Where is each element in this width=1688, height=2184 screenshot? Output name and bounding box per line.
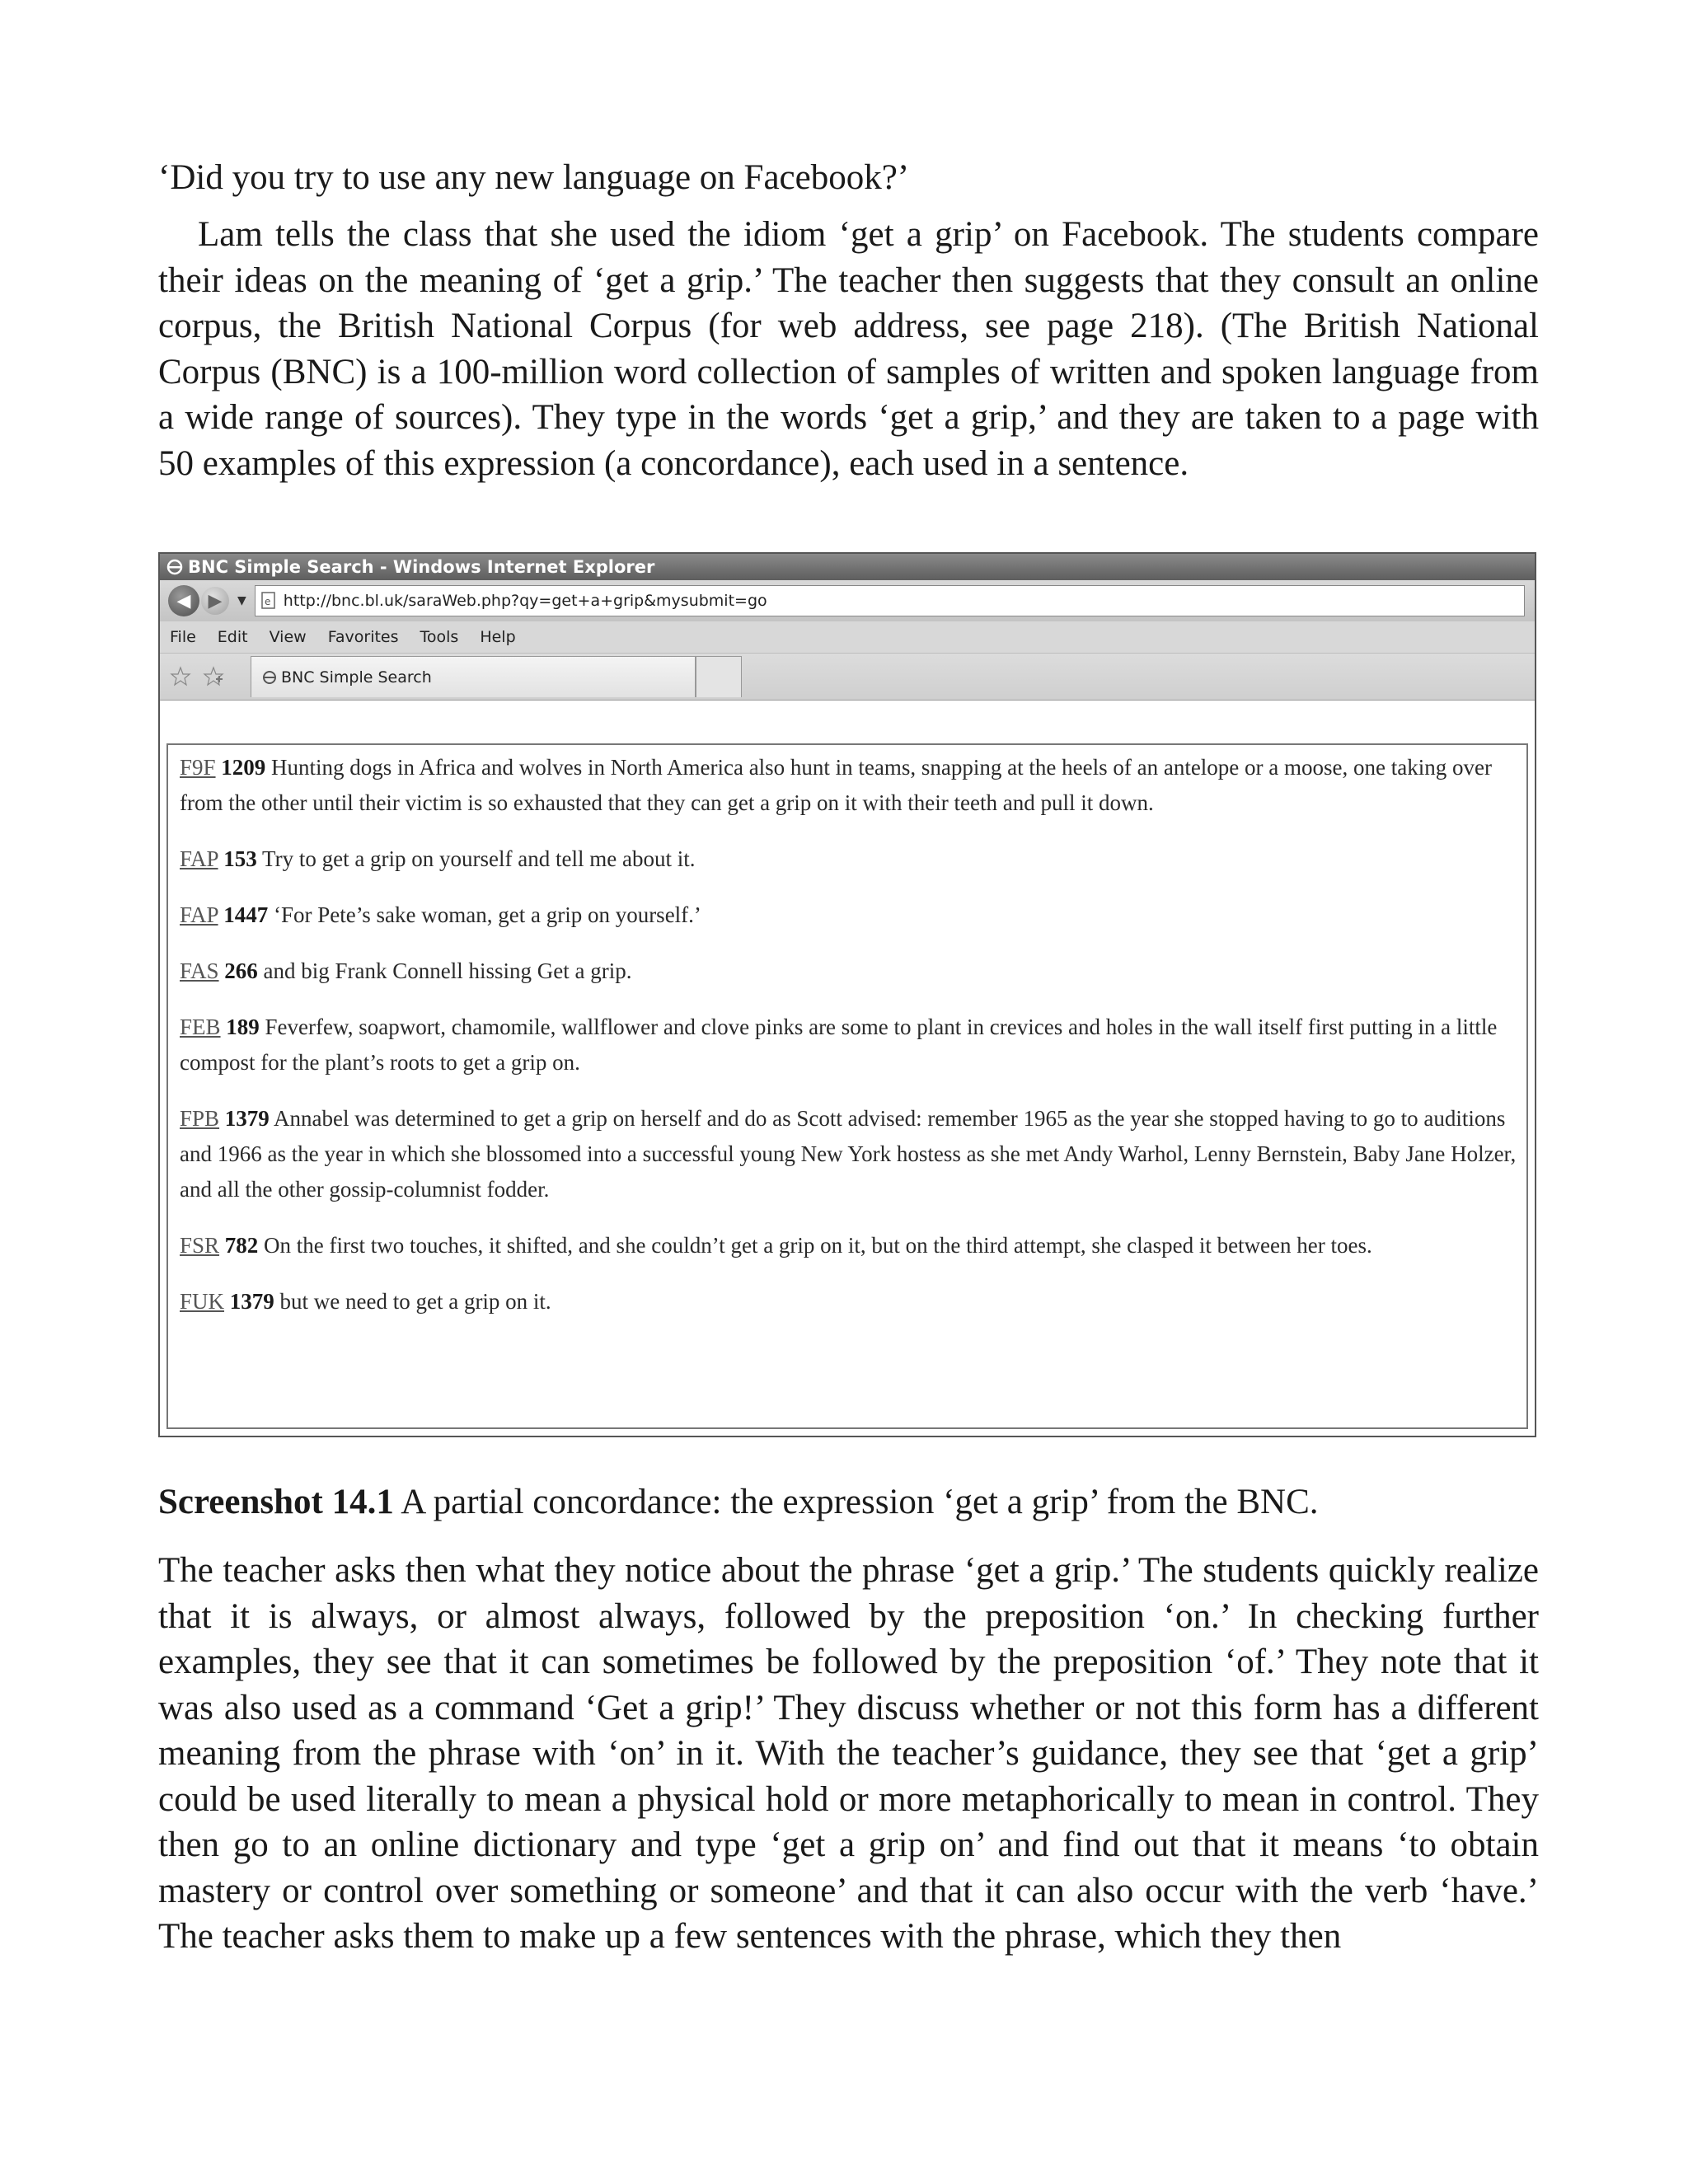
source-link[interactable]: FSR (180, 1233, 220, 1258)
source-link[interactable]: FAP (180, 902, 218, 927)
sentence-text: but we need to get a grip on it. (274, 1289, 551, 1314)
menu-view[interactable]: View (269, 628, 307, 646)
menu-favorites[interactable]: Favorites (327, 628, 399, 646)
back-button[interactable]: ◀ (168, 585, 199, 616)
list-item (180, 750, 1517, 821)
sentence-number: 782 (224, 1233, 259, 1258)
sentence-number: 189 (226, 1015, 260, 1039)
source-link[interactable]: FUK (180, 1289, 225, 1314)
sentence-text: Annabel was determined to get a grip on herself and do as Scott advised: remember 1965 as the year she stopped having to go to auditions and 1966 as the year in which she blossomed into a successful young New York hostess as she met Andy Warhol, Lenny Bernstein, Baby Jane Holzer, and all the other gossip-columnist fodder. (180, 1106, 1517, 1202)
url-text: http://bnc.bl.uk/saraWeb.php?qy=get+a+grip&mysubmit=go (283, 592, 767, 610)
menu-file[interactable]: File (170, 628, 196, 646)
page-icon (260, 592, 277, 610)
sentence-text: Hunting dogs in Africa and wolves in North America also hunt in teams, snapping at the heels of an antelope or a moose, one taking over from the other until their victim is so exhausted that they can get a grip on it with their teeth and pull it down. (180, 755, 1492, 815)
new-tab-button[interactable] (696, 656, 742, 697)
concordance-results (166, 743, 1528, 1429)
paragraph-intro: Lam tells the class that she used the idiom ‘get a grip’ on Facebook. The students compare their ideas on the meaning of ‘get a grip.’ The teacher then suggests that they consult an online corpus, the British National Corpus (for web address, see page 218). (The British National Corpus (BNC) is a 100-million word collection of samples of written and spoken language from a wide range of sources). They type in the words ‘get a grip,’ and they are taken to a page with 50 examples of this expression (a concordance), each used in a sentence. (158, 215, 1539, 483)
tab-label: BNC Simple Search (281, 668, 432, 687)
menu-help[interactable]: Help (480, 628, 516, 646)
window-title: BNC Simple Search - Windows Internet Explorer (188, 557, 655, 577)
list-item (180, 954, 1517, 989)
tab-ie-icon (261, 669, 278, 686)
window-titlebar (160, 554, 1535, 580)
svg-text:e: e (264, 596, 271, 607)
list-item (180, 898, 1517, 933)
sentence-number: 1209 (221, 755, 266, 780)
caption-label: Screenshot 14.1 (158, 1483, 394, 1521)
source-link[interactable]: FEB (180, 1015, 221, 1039)
tab-bar (160, 654, 1535, 701)
source-link[interactable]: FAP (180, 846, 218, 871)
sentence-text: Feverfew, soapwort, chamomile, wallflower and clove pinks are some to plant in crevices and holes in the wall itself first putting in a little compost for the plant’s roots to get a grip on. (180, 1015, 1498, 1075)
tab-bnc-simple-search[interactable] (251, 656, 696, 697)
figure-caption (158, 1479, 1539, 1526)
sentence-number: 153 (223, 846, 257, 871)
favorites-star-icon[interactable] (170, 666, 191, 687)
sentence-text: Try to get a grip on yourself and tell me about it. (256, 846, 696, 871)
sentence-number: 266 (224, 958, 258, 983)
paragraph-discussion: The teacher asks then what they notice about the phrase ‘get a grip.’ The students quickly realize that it is always, or almost always, followed by the preposition ‘on.’ In checking further examples, they see that it can sometimes be followed by the preposition ‘of.’ They note that it was also used as a command ‘Get a grip!’ They discuss whether or not this form has a different meaning from the phrase with ‘on’ in it. With the teacher’s guidance, they see that ‘get a grip’ could be used literally to mean a physical hold or more metaphorically to mean in control. They then go to an online dictionary and type ‘get a grip on’ and find out that it means ‘to obtain mastery or control over something or someone’ and that it can also occur with the verb ‘have.’ The teacher asks them to make up a few sentences with the phrase, which they then (158, 1551, 1539, 1956)
sentence-number: 1379 (229, 1289, 274, 1314)
menu-tools[interactable]: Tools (420, 628, 459, 646)
add-favorites-icon[interactable] (203, 666, 224, 687)
list-item (180, 1010, 1517, 1080)
source-link[interactable]: F9F (180, 755, 216, 780)
caption-text: A partial concordance: the expression ‘get a grip’ from the BNC. (393, 1483, 1319, 1521)
screenshot-figure (158, 552, 1536, 1437)
opening-quote: ‘Did you try to use any new language on Facebook?’ (158, 158, 910, 197)
address-bar[interactable] (255, 585, 1525, 616)
sentence-text: ‘For Pete’s sake woman, get a grip on yourself.’ (268, 902, 701, 927)
list-item (180, 1101, 1517, 1207)
source-link[interactable]: FPB (180, 1106, 220, 1131)
sentence-number: 1379 (224, 1106, 270, 1131)
menu-bar (160, 621, 1535, 654)
navigation-bar (160, 580, 1535, 621)
history-dropdown-icon[interactable]: ▼ (237, 594, 246, 607)
sentence-text: On the first two touches, it shifted, and she couldn’t get a grip on it, but on the third attempt, she clasped it between her toes. (258, 1233, 1372, 1258)
list-item (180, 1284, 1517, 1319)
sentence-number: 1447 (223, 902, 269, 927)
menu-edit[interactable]: Edit (217, 628, 248, 646)
ie-logo-icon (166, 559, 183, 575)
forward-button[interactable]: ▶ (201, 587, 229, 615)
list-item (180, 1228, 1517, 1263)
list-item (180, 841, 1517, 877)
source-link[interactable]: FAS (180, 958, 219, 983)
sentence-text: and big Frank Connell hissing Get a grip. (257, 958, 632, 983)
